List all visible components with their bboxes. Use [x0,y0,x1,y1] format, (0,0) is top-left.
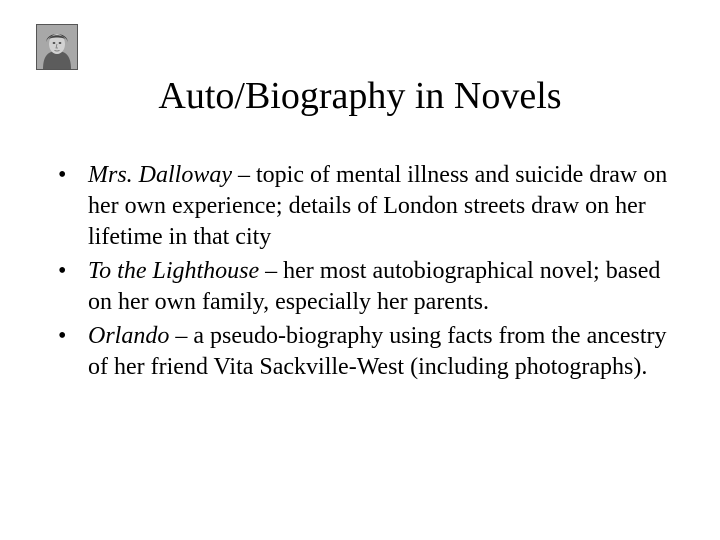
bullet-item [58,256,688,318]
bullet-list [58,160,688,386]
bullet-icon: • [58,323,67,349]
book-title: Orlando [88,323,170,349]
bullet-icon: • [58,258,67,284]
book-title: Mrs. Dalloway [88,162,232,188]
bullet-text: – topic of mental illness and suicide draw on her own experience; details of London streets draw on her lifetime in that city [88,162,668,250]
bullet-icon: • [58,162,67,188]
slide-title: Auto/Biography in Novels [158,75,562,117]
bullet-text: – a pseudo-biography using facts from the ancestry of her friend Vita Sackville-West (including photographs). [88,323,667,380]
portrait-photo [37,25,77,69]
bullet-item [58,160,688,253]
bullet-item [58,321,688,383]
author-portrait [36,24,78,70]
book-title: To the Lighthouse [88,258,260,284]
bullet-text: – her most autobiographical novel; based on her own family, especially her parents. [88,258,661,315]
